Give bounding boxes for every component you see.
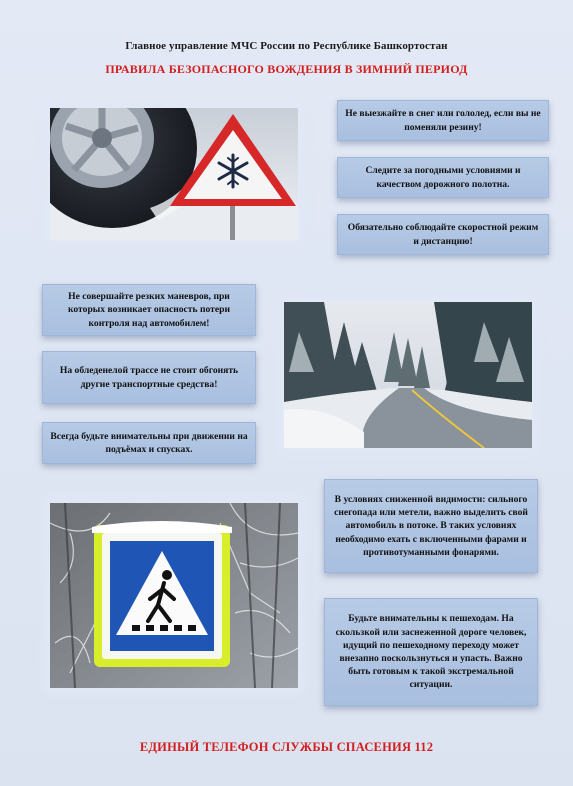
tire-snow-sign-photo [50, 108, 298, 240]
tip-card-speed: Обязательно соблюдайте скоростной режим и дистанцию! [337, 214, 549, 255]
tip-card-weather: Следите за погодными условиями и качеством дорожного полотна. [337, 157, 549, 198]
tip-card-pedestrians: Будьте внимательны к пешеходам. На скользкой или заснеженной дороге человек, идущий по пешеходному переходу может внезапно поскользнуться и упасть. Важно быть готовым к такой экстремальной ситуации. [324, 598, 538, 706]
tip-card-slopes: Всегда будьте внимательны при движении на подъёмах и спусках. [42, 422, 256, 464]
tip-card-tires: Не выезжайте в снег или гололед, если вы не поменяли резину! [337, 100, 549, 141]
tip-card-overtaking: На обледенелой трассе не стоит обгонять другие транспортные средства! [42, 351, 256, 404]
winter-road-photo [284, 302, 532, 448]
emergency-phone-footer: ЕДИНЫЙ ТЕЛЕФОН СЛУЖБЫ СПАСЕНИЯ 112 [139, 740, 434, 754]
poster-title: ПРАВИЛА БЕЗОПАСНОГО ВОЖДЕНИЯ В ЗИМНИЙ ПЕРИОД [105, 62, 468, 76]
pedestrian-sign-photo [50, 503, 298, 688]
tip-card-maneuvers: Не совершайте резких маневров, при которых возникает опасность потери контроля над автомобилем! [42, 284, 256, 336]
tip-card-visibility: В условиях сниженной видимости: сильного снегопада или метели, важно выделить свой автомобиль в потоке. В таких условиях необходимо ехать с включенными фарами и противотуманными фонарями. [324, 479, 538, 573]
organization-title: Главное управление МЧС России по Республике Башкортостан [125, 40, 448, 52]
